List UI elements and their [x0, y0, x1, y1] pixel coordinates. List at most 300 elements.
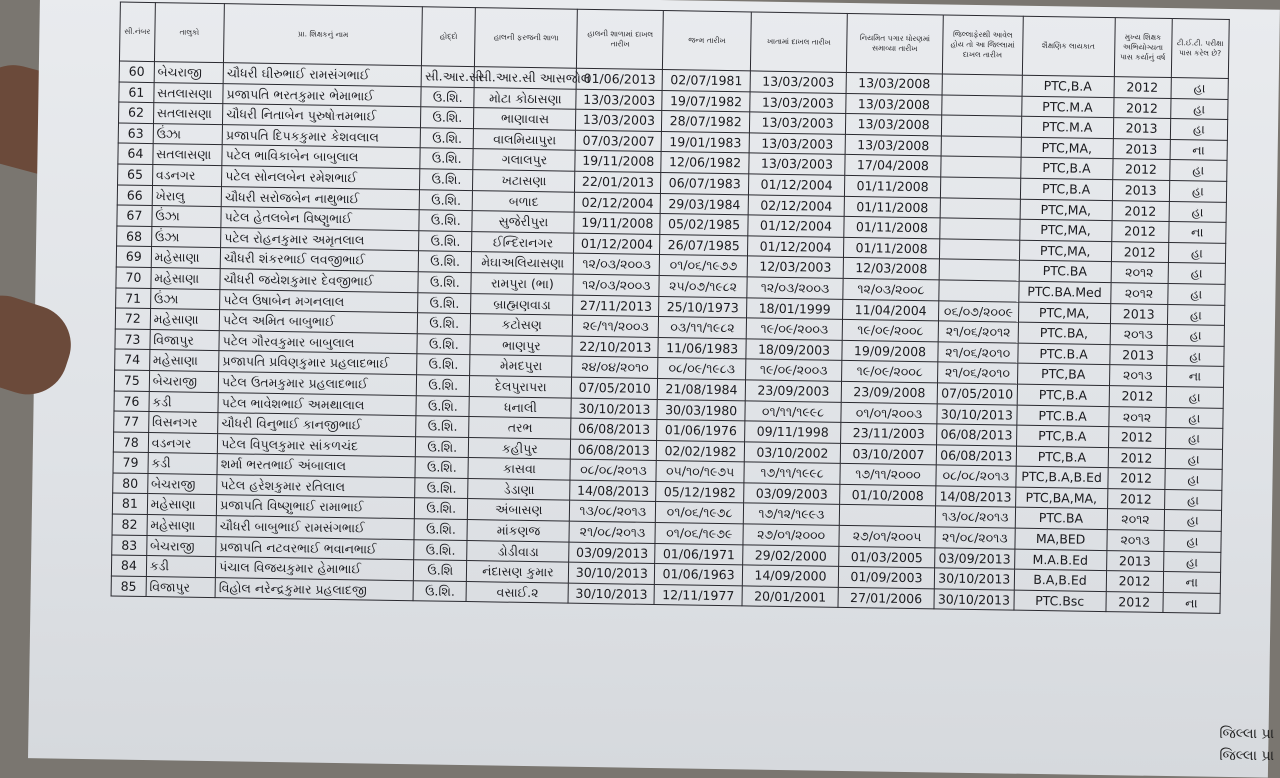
cell-serial: 80 — [113, 473, 148, 494]
footer-district-label-2: જિલ્લા પ્રા — [1219, 748, 1274, 764]
cell-serial: 82 — [112, 514, 147, 535]
cell-regular-pay-date: ૦૧/૦૧/૨૦૦૩ — [841, 402, 937, 424]
cell-birth-date: 21/08/1984 — [657, 378, 745, 400]
cell-school-join-date: ૧૨/૦૩/૨૦૦૩ — [574, 254, 660, 276]
cell-school-join-date: 06/08/2013 — [571, 418, 657, 440]
cell-regular-pay-date: ૧૭/૧૧/૨૦૦૦ — [840, 464, 936, 486]
cell-headteacher-exam-year: 2012 — [1105, 591, 1162, 612]
cell-transfer-date — [939, 259, 1019, 281]
cell-dept-join-date: ૧૭/૧૧/૧૯૯૮ — [744, 462, 840, 484]
cell-transfer-date — [941, 136, 1021, 158]
cell-serial: 69 — [116, 246, 151, 267]
cell-qualification: PTC.BA — [1019, 261, 1111, 283]
cell-transfer-date: 03/09/2013 — [935, 548, 1015, 570]
cell-regular-pay-date: 13/03/2008 — [845, 134, 941, 156]
cell-tet-passed: હા — [1167, 345, 1225, 366]
cell-school: મેઘાઅલિયાસણા — [472, 252, 574, 274]
cell-post: ઉ.શિ — [414, 560, 467, 581]
cell-school-join-date: 06/08/2013 — [571, 439, 657, 461]
cell-headteacher-exam-year: 2013 — [1109, 344, 1166, 365]
cell-teacher-name: પ્રજાપતિ વિષ્ણુભાઈ રામાભાઈ — [217, 495, 415, 519]
cell-dept-join-date: 09/11/1998 — [745, 421, 841, 443]
cell-tet-passed: હા — [1164, 531, 1222, 552]
cell-regular-pay-date: 01/11/2008 — [844, 196, 940, 218]
cell-regular-pay-date: ૧૨/૦૩/૨૦૦૮ — [843, 278, 939, 300]
cell-regular-pay-date: 27/01/2006 — [838, 587, 934, 609]
cell-birth-date: 02/07/1981 — [662, 70, 750, 92]
cell-school-join-date: 13/03/2003 — [576, 89, 662, 111]
cell-headteacher-exam-year: 2013 — [1113, 138, 1170, 159]
cell-transfer-date: 07/05/2010 — [937, 383, 1017, 405]
cell-headteacher-exam-year: ૨૦૧૨ — [1107, 509, 1164, 530]
cell-post: ઉ.શિ. — [419, 230, 472, 251]
cell-dept-join-date: 03/10/2002 — [744, 442, 840, 464]
cell-school-join-date: 07/05/2010 — [572, 377, 658, 399]
cell-transfer-date: 06/08/2013 — [937, 424, 1017, 446]
cell-birth-date: 19/01/1983 — [661, 131, 749, 153]
cell-post: ઉ.શિ. — [414, 539, 467, 560]
cell-qualification: PTC,BA — [1017, 363, 1109, 385]
cell-post: ઉ.શિ. — [416, 436, 469, 457]
cell-headteacher-exam-year: 2012 — [1109, 386, 1166, 407]
cell-post: ઉ.શિ. — [415, 498, 468, 519]
cell-school-join-date: ૨૯/૧૧/૨૦૦૩ — [573, 315, 659, 337]
cell-transfer-date — [939, 280, 1019, 302]
cell-post: ઉ.શિ. — [413, 581, 466, 602]
cell-post: ઉ.શિ. — [421, 86, 474, 107]
cell-school-join-date: 22/01/2013 — [575, 171, 661, 193]
cell-school: સુજેરીપુરા — [472, 211, 574, 233]
cell-teacher-name: પટેલ ભાવેશભાઈ અમથાલાલ — [218, 392, 416, 416]
cell-qualification: PTC,B.A,B.Ed — [1016, 466, 1108, 488]
cell-tet-passed: હા — [1164, 510, 1222, 531]
cell-teacher-name: પ્રજાપતિ દિપકકુમાર કેશવલાલ — [222, 124, 420, 148]
cell-taluka: બેચરાજી — [154, 62, 224, 84]
cell-qualification: PTC.M.A — [1021, 96, 1113, 118]
cell-qualification: PTC,B.A — [1017, 384, 1109, 406]
cell-dept-join-date: 01/12/2004 — [748, 174, 844, 196]
cell-headteacher-exam-year: 2013 — [1113, 118, 1170, 139]
cell-school: ગલાલપુર — [473, 149, 575, 171]
cell-school: અંબાસણ — [468, 499, 570, 521]
cell-birth-date: 01/06/1976 — [657, 420, 745, 442]
header-post: હોદ્દો — [422, 7, 476, 67]
cell-headteacher-exam-year: 2012 — [1111, 241, 1168, 262]
footer-district-label: જિલ્લા પ્રા — [1219, 726, 1274, 742]
cell-headteacher-exam-year: 2012 — [1112, 159, 1169, 180]
cell-headteacher-exam-year: 2013 — [1110, 303, 1167, 324]
cell-post: ઉ.શિ. — [420, 148, 473, 169]
cell-birth-date: 26/07/1985 — [660, 234, 748, 256]
cell-school-join-date: ૨૪/૦૪/૨૦૧૦ — [572, 356, 658, 378]
cell-regular-pay-date: ૧૯/૦૯/૨૦૦૮ — [842, 361, 938, 383]
cell-birth-date: ૦૫/૧૦/૧૯૭૫ — [656, 461, 744, 483]
cell-qualification: PTC.Bsc — [1014, 590, 1106, 612]
cell-teacher-name: પટેલ ગૌરવકુમાર બાબુલાલ — [219, 330, 417, 354]
cell-regular-pay-date: 01/10/2008 — [840, 484, 936, 506]
cell-headteacher-exam-year: 2012 — [1108, 427, 1165, 448]
cell-tet-passed: હા — [1169, 180, 1227, 201]
cell-school-join-date: 30/10/2013 — [571, 398, 657, 420]
cell-regular-pay-date: 01/09/2003 — [838, 567, 934, 589]
header-birth-date: જન્મ તારીખ — [663, 11, 752, 71]
cell-taluka: ઉંઝા — [151, 226, 221, 248]
header-taluka: તાલુકો — [154, 3, 224, 63]
cell-teacher-name: ચૌધરી વિનુભાઈ કાનજીભાઈ — [218, 413, 416, 437]
cell-tet-passed: હા — [1167, 325, 1225, 346]
cell-dept-join-date: 20/01/2001 — [742, 586, 838, 608]
cell-birth-date: 12/11/1977 — [654, 584, 742, 606]
cell-tet-passed: ના — [1170, 139, 1228, 160]
cell-school-join-date: 07/03/2007 — [576, 130, 662, 152]
cell-school: ભાણપુર — [470, 334, 572, 356]
cell-qualification: PTC,BA,MA, — [1015, 487, 1107, 509]
cell-regular-pay-date: 01/11/2008 — [844, 175, 940, 197]
cell-transfer-date — [940, 177, 1020, 199]
cell-transfer-date — [940, 218, 1020, 240]
cell-school: વાલમિયાપુરા — [473, 128, 575, 150]
cell-school: ખટાસણા — [473, 170, 575, 192]
cell-dept-join-date: 13/03/2003 — [749, 133, 845, 155]
cell-serial: 62 — [119, 102, 154, 123]
cell-qualification: PTC,B.A — [1020, 158, 1112, 180]
cell-serial: 74 — [115, 349, 150, 370]
cell-headteacher-exam-year: 2012 — [1111, 221, 1168, 242]
cell-post: ઉ.શિ. — [420, 128, 473, 149]
cell-school-join-date: 02/12/2004 — [575, 192, 661, 214]
cell-headteacher-exam-year: ૨૦૧૨ — [1111, 262, 1168, 283]
cell-qualification: PTC,B.A — [1016, 425, 1108, 447]
cell-post: ઉ.શિ. — [419, 189, 472, 210]
cell-teacher-name: પટેલ ભાવિકાબેન બાબુલાલ — [222, 145, 420, 169]
cell-tet-passed: હા — [1167, 304, 1225, 325]
cell-teacher-name: શર્મા ભરતભાઈ અંબાલાલ — [217, 454, 415, 478]
cell-headteacher-exam-year: ૨૦૧૨ — [1108, 406, 1165, 427]
table-body — [111, 61, 1228, 614]
cell-transfer-date: ૨૧/૦૬/૨૦૧૨ — [938, 321, 1018, 343]
document-paper — [28, 0, 1280, 778]
cell-post: ઉ.શિ. — [415, 457, 468, 478]
cell-transfer-date — [940, 197, 1020, 219]
cell-taluka: મહેસાણા — [147, 515, 217, 537]
cell-regular-pay-date: 23/09/2008 — [841, 381, 937, 403]
cell-school: મેમદપુરા — [470, 355, 572, 377]
cell-headteacher-exam-year: ૨૦૧૩ — [1109, 365, 1166, 386]
header-qualification: શૈક્ષણિક લાયકાત — [1022, 16, 1115, 76]
cell-transfer-date — [941, 115, 1021, 137]
cell-qualification: PTC.B.A — [1017, 405, 1109, 427]
cell-tet-passed: હા — [1165, 469, 1223, 490]
cell-post: ઉ.શિ. — [417, 354, 470, 375]
cell-taluka: કડી — [149, 391, 219, 413]
cell-school-join-date: ૨૧/૦૮/૨૦૧૩ — [569, 521, 655, 543]
cell-taluka: ઉંઝા — [153, 123, 223, 145]
cell-school-join-date: ૦૮/૦૮/૨૦૧૩ — [570, 459, 656, 481]
cell-tet-passed: ના — [1163, 572, 1221, 593]
cell-teacher-name: પ્રજાપતિ ભરતકુમાર ભેમાભાઈ — [223, 83, 421, 107]
cell-serial: 64 — [118, 143, 153, 164]
cell-regular-pay-date: 23/11/2003 — [841, 422, 937, 444]
cell-school: રામપુરા (ભા) — [471, 273, 573, 295]
cell-taluka: મહેસાણા — [151, 247, 221, 269]
cell-tet-passed: હા — [1165, 448, 1223, 469]
cell-headteacher-exam-year: 2012 — [1107, 488, 1164, 509]
cell-post: ઉ.શિ. — [416, 395, 469, 416]
cell-transfer-date — [942, 74, 1022, 96]
cell-transfer-date: ૧૩/૦૮/૨૦૧૩ — [935, 506, 1015, 528]
cell-school: ધનાલી — [469, 396, 571, 418]
header-serial: સી.નંબર — [119, 2, 155, 62]
cell-school-join-date: 19/11/2008 — [574, 212, 660, 234]
cell-taluka: બેચરાજી — [147, 473, 217, 495]
cell-school: નંદાસણ કુમાર — [467, 561, 569, 583]
cell-headteacher-exam-year: 2012 — [1107, 468, 1164, 489]
cell-headteacher-exam-year: 2012 — [1114, 77, 1171, 98]
cell-school-join-date: 22/10/2013 — [572, 336, 658, 358]
cell-school: ડેડાણા — [468, 478, 570, 500]
cell-birth-date: 25/10/1973 — [659, 296, 747, 318]
cell-dept-join-date: ૧૭/૧૨/૧૯૯૩ — [743, 503, 839, 525]
cell-qualification: MA,BED — [1015, 528, 1107, 550]
cell-dept-join-date: 13/03/2003 — [750, 71, 846, 93]
cell-serial: 79 — [113, 452, 148, 473]
cell-transfer-date — [941, 156, 1021, 178]
cell-regular-pay-date: 01/11/2008 — [844, 217, 940, 239]
cell-dept-join-date: 03/09/2003 — [744, 483, 840, 505]
cell-serial: 78 — [113, 432, 148, 453]
cell-tet-passed: હા — [1166, 407, 1224, 428]
cell-qualification: PTC.BA — [1015, 508, 1107, 530]
cell-tet-passed: હા — [1169, 201, 1227, 222]
cell-dept-join-date: ૧૯/૦૯/૨૦૦૩ — [746, 359, 842, 381]
cell-school: બ્રાહ્મણવાડા — [471, 293, 573, 315]
header-district-transfer-date: જિલ્લાફેરથી આવેલ હોય તો આ જિલ્લામાં દાખલ તારીખ — [942, 15, 1023, 75]
cell-regular-pay-date: 13/03/2008 — [846, 93, 942, 115]
cell-post: સી.આર.સી — [421, 66, 474, 87]
cell-school: મોટા કોઠાસણા — [474, 87, 576, 109]
cell-regular-pay-date: 01/03/2005 — [839, 546, 935, 568]
cell-school-join-date: 19/11/2008 — [575, 151, 661, 173]
cell-tet-passed: હા — [1165, 428, 1223, 449]
cell-teacher-name: ચૌધરી જયેશકુમાર દેવજીભાઈ — [220, 269, 418, 293]
cell-tet-passed: હા — [1168, 263, 1226, 284]
cell-tet-passed: હા — [1167, 283, 1225, 304]
cell-teacher-name: પટેલ રોહનકુમાર અમૃતલાલ — [221, 227, 419, 251]
cell-tet-passed: હા — [1170, 98, 1228, 119]
cell-post: ઉ.શિ. — [416, 416, 469, 437]
cell-taluka: વડનગર — [148, 432, 218, 454]
cell-taluka: વિજાપુર — [150, 329, 220, 351]
cell-dept-join-date: 14/09/2000 — [742, 565, 838, 587]
cell-serial: 67 — [117, 205, 152, 226]
cell-serial: 66 — [117, 185, 152, 206]
cell-regular-pay-date: 13/03/2008 — [846, 72, 942, 94]
cell-school: માંકણજ — [467, 520, 569, 542]
cell-dept-join-date: 13/03/2003 — [749, 153, 845, 175]
cell-post: ઉ.શિ. — [417, 375, 470, 396]
cell-taluka: સતલાસણા — [153, 144, 223, 166]
cell-post: ઉ.શિ. — [418, 251, 471, 272]
cell-school: ભાણાવાસ — [474, 108, 576, 130]
cell-headteacher-exam-year: ૨૦૧૩ — [1110, 324, 1167, 345]
cell-dept-join-date: ૧૨/૦૩/૨૦૦૩ — [747, 277, 843, 299]
cell-headteacher-exam-year: 2012 — [1112, 200, 1169, 221]
cell-serial: 72 — [115, 308, 150, 329]
cell-tet-passed: હા — [1166, 386, 1224, 407]
cell-teacher-name: ચૌધરી સરોજબેન નાથુભાઈ — [221, 186, 419, 210]
header-regular-pay-date: નિયમિત પગાર ધોરણમાં સમાવ્યા તારીખ — [846, 13, 943, 74]
cell-dept-join-date: 12/03/2003 — [747, 256, 843, 278]
cell-serial: 85 — [111, 576, 146, 597]
cell-headteacher-exam-year: ૨૦૧૨ — [1110, 283, 1167, 304]
cell-teacher-name: વિહોલ નરેન્દ્રકુમાર પ્રહલાદજી — [215, 577, 413, 601]
cell-post: ઉ.શિ. — [417, 333, 470, 354]
cell-serial: 71 — [116, 288, 151, 309]
cell-birth-date: 12/06/1982 — [661, 152, 749, 174]
cell-headteacher-exam-year: 2013 — [1112, 180, 1169, 201]
cell-birth-date: ૦૮/૦૯/૧૯૮૩ — [658, 358, 746, 380]
cell-transfer-date: 30/10/2013 — [937, 403, 1017, 425]
cell-teacher-name: પટેલ વિપુલકુમાર સાંકળચંદ — [217, 433, 415, 457]
cell-school-join-date: 27/11/2013 — [573, 295, 659, 317]
cell-qualification: PTC,MA, — [1021, 137, 1113, 159]
cell-school-join-date: ૧૨/૦૩/૨૦૦૩ — [573, 274, 659, 296]
cell-transfer-date: 30/10/2013 — [934, 568, 1014, 590]
cell-school: ડોડીવાડા — [467, 540, 569, 562]
cell-transfer-date: 14/08/2013 — [936, 486, 1016, 508]
cell-regular-pay-date: 03/10/2007 — [840, 443, 936, 465]
cell-school: કટોસણ — [471, 314, 573, 336]
cell-tet-passed: હા — [1168, 242, 1226, 263]
cell-serial: 76 — [114, 390, 149, 411]
cell-school-join-date: ૧૩/૦૮/૨૦૧૩ — [570, 501, 656, 523]
cell-taluka: મહેસાણા — [150, 309, 220, 331]
cell-serial: 77 — [114, 411, 149, 432]
cell-regular-pay-date: ૧૯/૦૯/૨૦૦૮ — [842, 320, 938, 342]
cell-taluka: વિસનગર — [148, 412, 218, 434]
cell-dept-join-date: 18/09/2003 — [746, 339, 842, 361]
cell-school-join-date: 13/03/2003 — [576, 109, 662, 131]
cell-tet-passed: હા — [1164, 489, 1222, 510]
cell-serial: 65 — [118, 164, 153, 185]
cell-taluka: સતલાસણા — [153, 103, 223, 125]
cell-birth-date: ૦૩/૧૧/૧૯૮૨ — [658, 317, 746, 339]
cell-taluka: ઉંઝા — [150, 288, 220, 310]
cell-tet-passed: ના — [1166, 366, 1224, 387]
cell-qualification: PTC,B.A — [1020, 178, 1112, 200]
cell-birth-date: ૦૧/૦૬/૧૯૭૮ — [656, 502, 744, 524]
cell-school: તરભ — [469, 417, 571, 439]
cell-qualification: PTC.M.A — [1021, 116, 1113, 138]
cell-serial: 75 — [114, 370, 149, 391]
cell-qualification: PTC,MA, — [1020, 199, 1112, 221]
cell-taluka: મહેસાણા — [147, 494, 217, 516]
cell-teacher-name: પટેલ હરેશકુમાર રતિલાલ — [217, 474, 415, 498]
cell-regular-pay-date: ૨૭/૦૧/૨૦૦૫ — [839, 525, 935, 547]
cell-school-join-date: 30/10/2013 — [568, 583, 654, 605]
cell-taluka: સતલાસણા — [154, 82, 224, 104]
header-dept-join-date: ખાતામાં દાખલ તારીખ — [750, 12, 847, 73]
cell-qualification: PTC,B.A — [1022, 75, 1114, 97]
cell-teacher-name: ચૌધરી નિતાબેન પુરુષોત્તમભાઈ — [223, 104, 421, 128]
cell-school: ઈન્દિરાનગર — [472, 231, 574, 253]
cell-headteacher-exam-year: ૨૦૧૩ — [1106, 530, 1163, 551]
cell-transfer-date: ૨૧/૦૬/૨૦૧૦ — [938, 342, 1018, 364]
cell-taluka: મહેસાણા — [151, 267, 221, 289]
cell-dept-join-date: ૨૭/૦૧/૨૦૦૦ — [743, 524, 839, 546]
header-tet-passed: ટી.ઈ.ટી. પરીક્ષા પાસ કરેલ છે? — [1171, 19, 1229, 79]
cell-regular-pay-date: 13/03/2008 — [845, 114, 941, 136]
cell-dept-join-date: 02/12/2004 — [748, 194, 844, 216]
cell-school-join-date: 01/06/2013 — [577, 68, 663, 90]
cell-teacher-name: પ્રજાપતિ પ્રવિણકુમાર પ્રહલાદભાઈ — [219, 351, 417, 375]
cell-teacher-name: પટેલ ઉતમકુમાર પ્રહલાદભાઈ — [218, 372, 416, 396]
cell-qualification: PTC.BA.Med — [1018, 281, 1110, 303]
cell-regular-pay-date — [839, 505, 935, 527]
cell-dept-join-date: 13/03/2003 — [749, 112, 845, 134]
cell-teacher-name: પટેલ સોનલબેન રમેશભાઈ — [222, 166, 420, 190]
cell-teacher-name: ચૌધરી બાબુભાઈ રામસંગભાઈ — [216, 516, 414, 540]
cell-transfer-date — [939, 239, 1019, 261]
cell-serial: 83 — [112, 535, 147, 556]
cell-qualification: PTC,MA, — [1018, 302, 1110, 324]
cell-taluka: વિજાપુર — [146, 576, 216, 598]
cell-qualification: PTC,MA, — [1019, 240, 1111, 262]
cell-qualification: B.A,B.Ed — [1014, 569, 1106, 591]
cell-school: સી.આર.સી આસજોલ — [474, 67, 576, 89]
header-headteacher-exam-year: મુખ્ય શિક્ષક અભિયોગ્યતા પાસ કર્યાનું વર્ષ — [1114, 18, 1172, 78]
cell-birth-date: 01/06/1963 — [655, 564, 743, 586]
cell-qualification: PTC,B.A — [1016, 446, 1108, 468]
header-teacher-name: પ્રા. શિક્ષકનું નામ — [224, 4, 423, 66]
cell-school: કહીપુર — [469, 437, 571, 459]
cell-transfer-date: ૦૬/૦૭/૨૦૦૯ — [938, 300, 1018, 322]
cell-serial: 60 — [119, 61, 154, 82]
cell-dept-join-date: 23/09/2003 — [745, 380, 841, 402]
cell-school: બળાદ — [473, 190, 575, 212]
cell-regular-pay-date: 12/03/2008 — [843, 258, 939, 280]
cell-headteacher-exam-year: 2013 — [1106, 550, 1163, 571]
cell-post: ઉ.શિ. — [418, 272, 471, 293]
cell-birth-date: 06/07/1983 — [661, 173, 749, 195]
cell-tet-passed: હા — [1171, 78, 1229, 99]
cell-teacher-name: પટેલ હેતલબેન વિષ્ણુભાઈ — [221, 207, 419, 231]
cell-teacher-name: પટેલ ઉષાબેન મગનલાલ — [220, 289, 418, 313]
teacher-table — [111, 2, 1230, 615]
cell-taluka: વડનગર — [152, 165, 222, 187]
cell-birth-date: 29/03/1984 — [660, 193, 748, 215]
header-school-join-date: હાલની શાળામાં દાખલ તારીખ — [577, 9, 664, 69]
cell-dept-join-date: 18/01/1999 — [747, 297, 843, 319]
cell-post: ઉ.શિ. — [419, 210, 472, 231]
cell-school-join-date: 03/09/2013 — [569, 542, 655, 564]
cell-serial: 63 — [118, 123, 153, 144]
cell-school: કાસવા — [468, 458, 570, 480]
cell-serial: 70 — [116, 267, 151, 288]
cell-birth-date: 05/12/1982 — [656, 481, 744, 503]
cell-post: ઉ.શિ. — [418, 292, 471, 313]
cell-teacher-name: ચૌધરી ઘીરુભાઈ રામસંગભાઈ — [223, 63, 421, 87]
cell-serial: 73 — [115, 329, 150, 350]
cell-serial: 68 — [117, 226, 152, 247]
cell-headteacher-exam-year: 2012 — [1113, 97, 1170, 118]
cell-qualification: PTC.B.A — [1017, 343, 1109, 365]
cell-birth-date: 02/02/1982 — [656, 440, 744, 462]
cell-birth-date: 05/02/1985 — [660, 214, 748, 236]
cell-tet-passed: હા — [1170, 119, 1228, 140]
cell-post: ઉ.શિ. — [421, 107, 474, 128]
cell-transfer-date: ૨૧/૦૬/૨૦૧૦ — [938, 362, 1018, 384]
